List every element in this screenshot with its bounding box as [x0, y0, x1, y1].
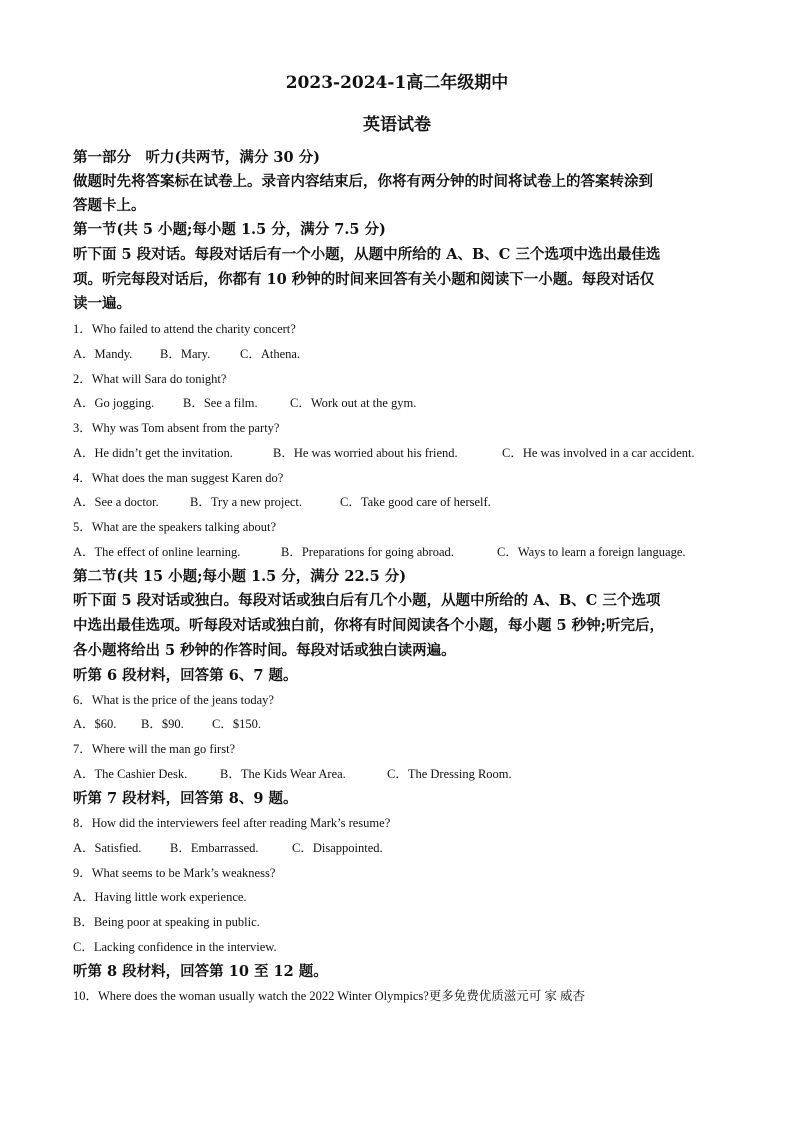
option-a: A．Mandy. [73, 347, 133, 361]
section2-instruction: 中选出最佳选项。听每段对话或独白前，你将有时间阅读各个小题，每小题 5 秒钟;听完后， [73, 617, 665, 634]
question-stem: 2．What will Sara do tonight? [73, 372, 227, 386]
section1-instruction: 项。听完每段对话后，你都有 10 秒钟的时间来回答有关小题和阅读下一小题。每段对话仅 [73, 271, 655, 288]
section1-heading: 第一节(共 5 小题;每小题 1.5 分，满分 7.5 分) [73, 221, 386, 238]
section1-instruction: 读一遍。 [73, 295, 131, 312]
option-b: B．Embarrassed. [170, 841, 259, 855]
part1-instruction: 做题时先将答案标在试卷上。录音内容结束后，你将有两分钟的时间将试卷上的答案转涂到 [73, 173, 653, 190]
option-b: B．Try a new project. [190, 495, 303, 509]
material-heading: 听第 8 段材料，回答第 10 至 12 题。 [73, 963, 328, 980]
question-stem: 4．What does the man suggest Karen do? [73, 471, 284, 485]
option-b: B．Preparations for going abroad. [281, 545, 454, 559]
option-c: C．He was involved in a car accident. [502, 446, 695, 460]
part1-heading: 第一部分 听力(共两节，满分 30 分) [73, 149, 320, 166]
option-a: A．$60. [73, 717, 117, 731]
option-c: C．Lacking confidence in the interview. [73, 940, 277, 954]
option-b: B．The Kids Wear Area. [220, 767, 346, 781]
option-c: C．Athena. [240, 347, 301, 361]
section2-heading: 第二节(共 15 小题;每小题 1.5 分，满分 22.5 分) [73, 568, 407, 585]
option-a: A．The Cashier Desk. [73, 767, 188, 781]
question-stem: 10．Where does the woman usually watch the 2022 Winter Olympics?更多免费优质滋元可 家 威杏 [73, 989, 586, 1003]
material-heading: 听第 7 段材料，回答第 8、9 题。 [73, 790, 298, 807]
question-stem: 5．What are the speakers talking about? [73, 520, 277, 534]
exam-title: 2023-2024-1高二年级期中 [285, 73, 509, 93]
option-a: A．See a doctor. [73, 495, 159, 509]
question-stem: 3．Why was Tom absent from the party? [73, 421, 280, 435]
option-c: C．Take good care of herself. [340, 495, 491, 509]
option-a: A．The effect of online learning. [73, 545, 241, 559]
option-a: A．Having little work experience. [73, 890, 247, 904]
option-b: B．Mary. [160, 347, 211, 361]
option-c: C．Ways to learn a foreign language. [497, 545, 686, 559]
option-b: B．Being poor at speaking in public. [73, 915, 260, 929]
option-a: A．Satisfied. [73, 841, 142, 855]
option-c: C．Work out at the gym. [290, 396, 417, 410]
material-heading: 听第 6 段材料，回答第 6、7 题。 [73, 667, 298, 684]
question-stem: 8．How did the interviewers feel after reading Mark’s resume? [73, 816, 391, 830]
option-c: C．The Dressing Room. [387, 767, 512, 781]
question-stem: 7．Where will the man go first? [73, 742, 236, 756]
option-b: B．$90. [141, 717, 184, 731]
exam-subtitle: 英语试卷 [363, 115, 431, 135]
section1-instruction: 听下面 5 段对话。每段对话后有一个小题，从题中所给的 A、B、C 三个选项中选出最佳选 [73, 246, 661, 263]
section2-instruction: 各小题将给出 5 秒钟的作答时间。每段对话或独白读两遍。 [73, 642, 456, 659]
option-c: C．Disappointed. [292, 841, 383, 855]
question-stem: 6．What is the price of the jeans today? [73, 693, 274, 707]
section2-instruction: 听下面 5 段对话或独白。每段对话或独白后有几个小题，从题中所给的 A、B、C 三个选项 [73, 592, 661, 609]
part1-instruction: 答题卡上。 [73, 197, 146, 214]
option-a: A．Go jogging. [73, 396, 155, 410]
question-stem: 1．Who failed to attend the charity concert? [73, 322, 296, 336]
option-a: A．He didn’t get the invitation. [73, 446, 233, 460]
option-b: B．See a film. [183, 396, 258, 410]
option-c: C．$150. [212, 717, 261, 731]
question-stem: 9．What seems to be Mark’s weakness? [73, 866, 276, 880]
option-b: B．He was worried about his friend. [273, 446, 458, 460]
